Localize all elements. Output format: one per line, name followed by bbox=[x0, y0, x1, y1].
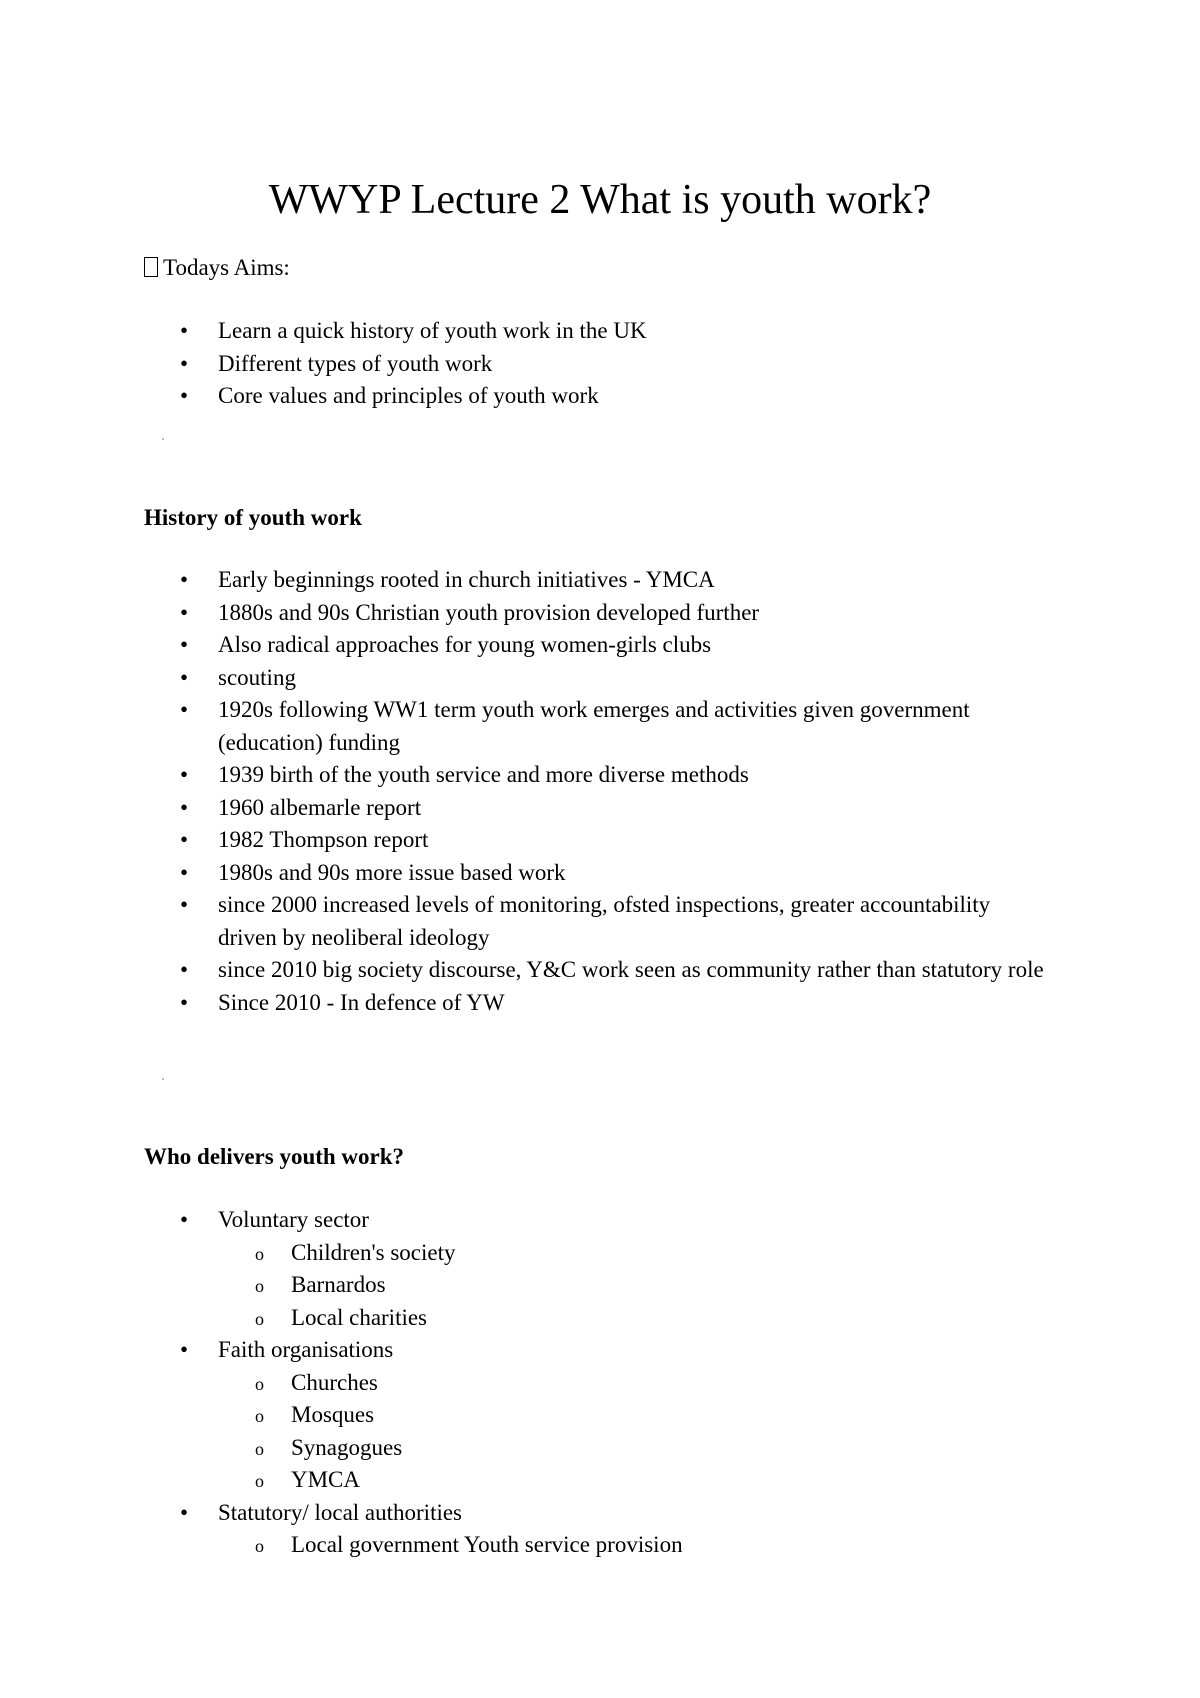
list-item: • Statutory/ local authorities bbox=[0, 1497, 1048, 1530]
list-item: • Since 2010 - In defence of YW bbox=[0, 987, 1048, 1020]
aims-label: Todays Aims: bbox=[163, 255, 290, 280]
list-item: • Voluntary sector bbox=[0, 1204, 1048, 1237]
sub-list-item: o Mosques bbox=[0, 1399, 1121, 1432]
sub-list-item: o YMCA bbox=[0, 1464, 1121, 1497]
delivery-list bbox=[0, 1204, 1121, 1562]
sub-list-item: o Children's society bbox=[0, 1237, 1121, 1270]
aims-list bbox=[0, 315, 1048, 413]
list-item: • Early beginnings rooted in church initiatives - YMCA bbox=[0, 564, 1048, 597]
divider-dot bbox=[162, 1078, 164, 1080]
list-item: • 1920s following WW1 term youth work emerges and activities given government (education) funding bbox=[0, 694, 1048, 759]
divider-dot bbox=[162, 438, 164, 440]
list-item: • Also radical approaches for young women-girls clubs bbox=[0, 629, 1048, 662]
list-item: • Faith organisations bbox=[0, 1334, 1048, 1367]
page-title: WWYP Lecture 2 What is youth work? bbox=[268, 177, 932, 223]
sub-list-item: o Synagogues bbox=[0, 1432, 1121, 1465]
list-item: • 1960 albemarle report bbox=[0, 792, 1048, 825]
sub-list-item: o Local government Youth service provision bbox=[0, 1529, 1121, 1562]
list-item: • 1939 birth of the youth service and more diverse methods bbox=[0, 759, 1048, 792]
list-item: • 1982 Thompson report bbox=[0, 824, 1048, 857]
list-item: • Core values and principles of youth work bbox=[0, 380, 1048, 413]
sub-list-item: o Churches bbox=[0, 1367, 1121, 1400]
list-item: • Learn a quick history of youth work in the UK bbox=[0, 315, 1048, 348]
delivery-heading: Who delivers youth work? bbox=[144, 1144, 405, 1169]
history-list bbox=[0, 564, 1048, 1019]
list-item: • 1880s and 90s Christian youth provision developed further bbox=[0, 597, 1048, 630]
checkbox-icon bbox=[144, 257, 158, 277]
list-item: • scouting bbox=[0, 662, 1048, 695]
list-item: • since 2000 increased levels of monitoring, ofsted inspections, greater accountability driven by neoliberal ideology bbox=[0, 889, 1048, 954]
list-item: • Different types of youth work bbox=[0, 348, 1048, 381]
aims-intro bbox=[144, 253, 290, 283]
sub-list-item: o Local charities bbox=[0, 1302, 1121, 1335]
list-item: • 1980s and 90s more issue based work bbox=[0, 857, 1048, 890]
history-heading: History of youth work bbox=[144, 505, 362, 530]
sub-list-item: o Barnardos bbox=[0, 1269, 1121, 1302]
list-item: • since 2010 big society discourse, Y&C work seen as community rather than statutory role bbox=[0, 954, 1048, 987]
